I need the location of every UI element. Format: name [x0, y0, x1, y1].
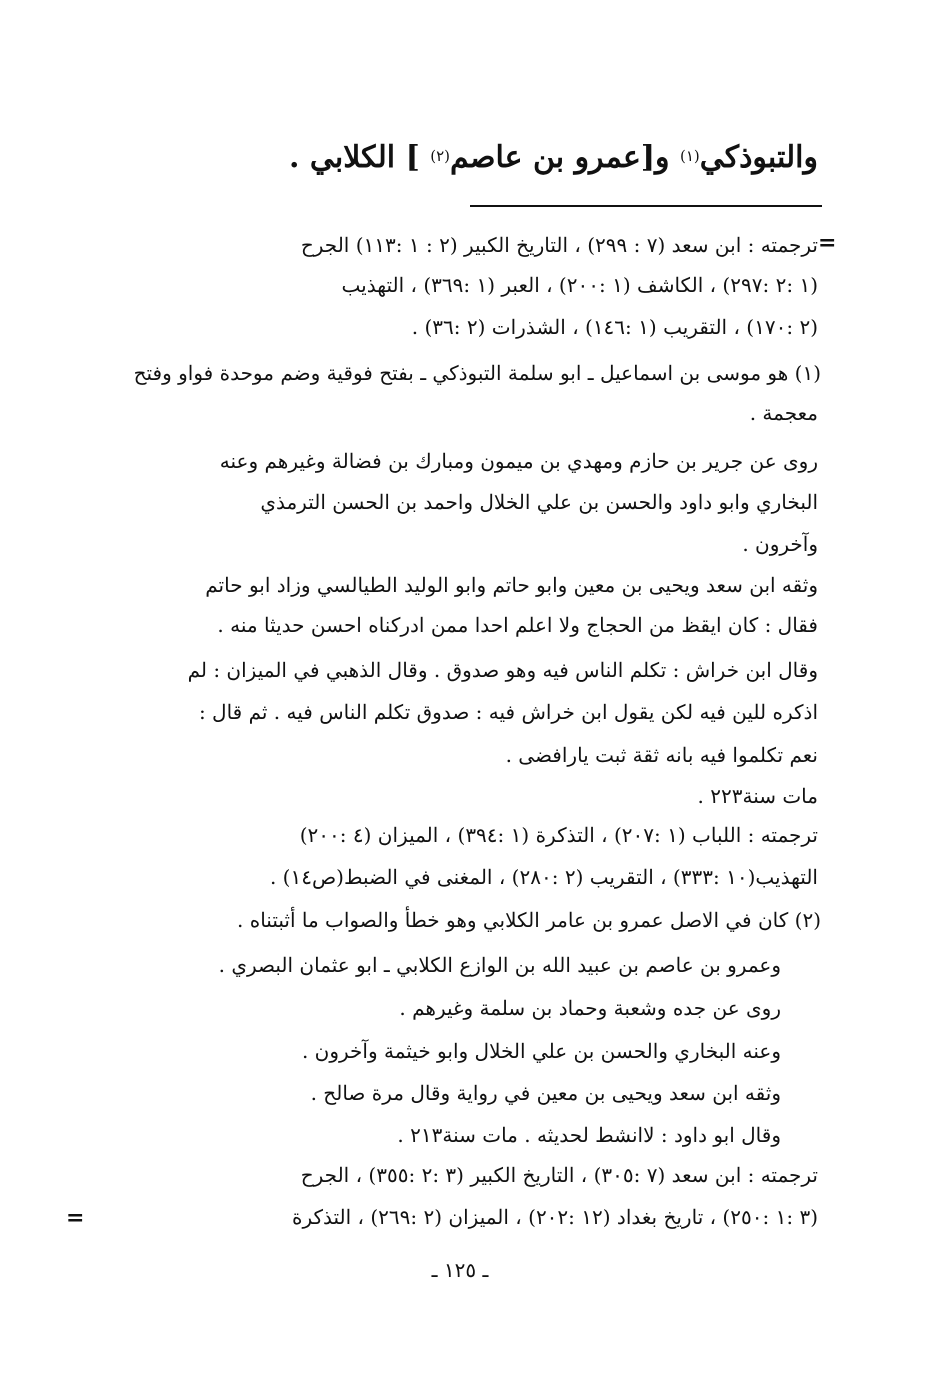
footnote-ref-1: (١) — [680, 147, 700, 165]
footnote-line: اذكره للين فيه لكن يقول ابن خراش فيه : صدوق تكلم الناس فيه . ثم قال : — [198, 700, 818, 724]
heading-prefix: والتبوذكي — [699, 140, 818, 175]
footnote-line: مات سنة٢٢٣ . — [697, 784, 818, 808]
footnote-line: البخاري وابو داود والحسن بن علي الخلال واحمد بن الحسن الترمذي — [260, 490, 818, 514]
footnote-line: روى عن جده وشعبة وحماد بن سلمة وغيرهم . — [399, 996, 781, 1020]
footnote-line: وقال ابن خراش : تكلم الناس فيه وهو صدوق . وقال الذهبي في الميزان : لم — [187, 658, 818, 682]
footnote-line: (١ :٢ :٢٩٧) ، الكاشف (١ :٢٠٠) ، العبر (١ :٣٦٩) ، التهذيب — [341, 273, 818, 297]
footnote-separator — [470, 205, 822, 207]
footnote-line: التهذيب(١٠ :٣٣٣) ، التقريب (٢ :٢٨٠) ، المغنى في الضبط(ص١٤) . — [269, 865, 818, 889]
footnote-line: فقال : كان ايقظ من الحجاج ولا اعلم احدا ممن ادركناه احسن حديثا منه . — [217, 613, 818, 637]
footnote-ref-2: (٢) — [430, 147, 451, 165]
continuation-mark-bottom: = — [66, 1205, 85, 1231]
footnote-line: وعنه البخاري والحسن بن علي الخلال وابو خيثمة وآخرون . — [301, 1039, 781, 1063]
footnote-line: ترجمته : ابن سعد (٧ : ٢٩٩) ، التاريخ الكبير (٢ : ١ :١١٣) الجرح — [300, 233, 818, 257]
footnote-line: (٢ :١٧٠) ، التقريب (١ :١٤٦) ، الشذرات (٢ :٣٦) . — [411, 315, 818, 339]
footnote-line: وثقه ابن سعد ويحيى بن معين في رواية وقال مرة صالح . — [310, 1081, 781, 1105]
page-heading — [118, 138, 818, 178]
page-number: ـ ١٢٥ ـ — [431, 1258, 489, 1282]
footnote-line: وعمرو بن عاصم بن عبيد الله بن الوازع الكلابي ـ ابو عثمان البصري . — [218, 953, 781, 977]
heading-mid: و[عمرو بن عاصم — [450, 140, 670, 175]
heading-suffix: ] الكلابي . — [288, 140, 420, 175]
footnote-line: وقال ابو داود : لاانشط لحديثه . مات سنة٢١٣ . — [397, 1123, 781, 1147]
footnote-line: ترجمته : اللباب (١ :٢٠٧) ، التذكرة (١ :٣٩٤) ، الميزان (٤ :٢٠٠) — [299, 823, 818, 847]
footnote-line: ترجمته : ابن سعد (٧ :٣٠٥) ، التاريخ الكبير (٣ :٢ :٣٥٥) ، الجرح — [300, 1163, 818, 1187]
footnote-line: (٢) كان في الاصل عمرو بن عامر الكلابي وهو خطأ والصواب ما أثبتناه . — [237, 908, 821, 932]
footnote-line: روى عن جرير بن حازم ومهدي بن ميمون ومبارك بن فضالة وغيرهم وعنه — [219, 449, 818, 473]
footnote-line: وثقه ابن سعد ويحيى بن معين وابو حاتم وابو الوليد الطيالسي وزاد ابو حاتم — [205, 573, 818, 597]
footnote-line: (٣ :١ :٢٥٠) ، تاريخ بغداد (١٢ :٢٠٢) ، الميزان (٢ :٢٦٩) ، التذكرة — [291, 1205, 818, 1229]
continuation-mark-top: = — [818, 230, 837, 256]
footnote-line: (١) هو موسى بن اسماعيل ـ ابو سلمة التبوذكي ـ بفتح فوقية وضم موحدة فواو وفتح — [133, 361, 821, 385]
footnote-line: معجمة . — [749, 401, 818, 425]
footnote-line: وآخرون . — [742, 532, 818, 556]
footnote-line: نعم تكلموا فيه بانه ثقة ثبت يارافضى . — [505, 743, 818, 767]
